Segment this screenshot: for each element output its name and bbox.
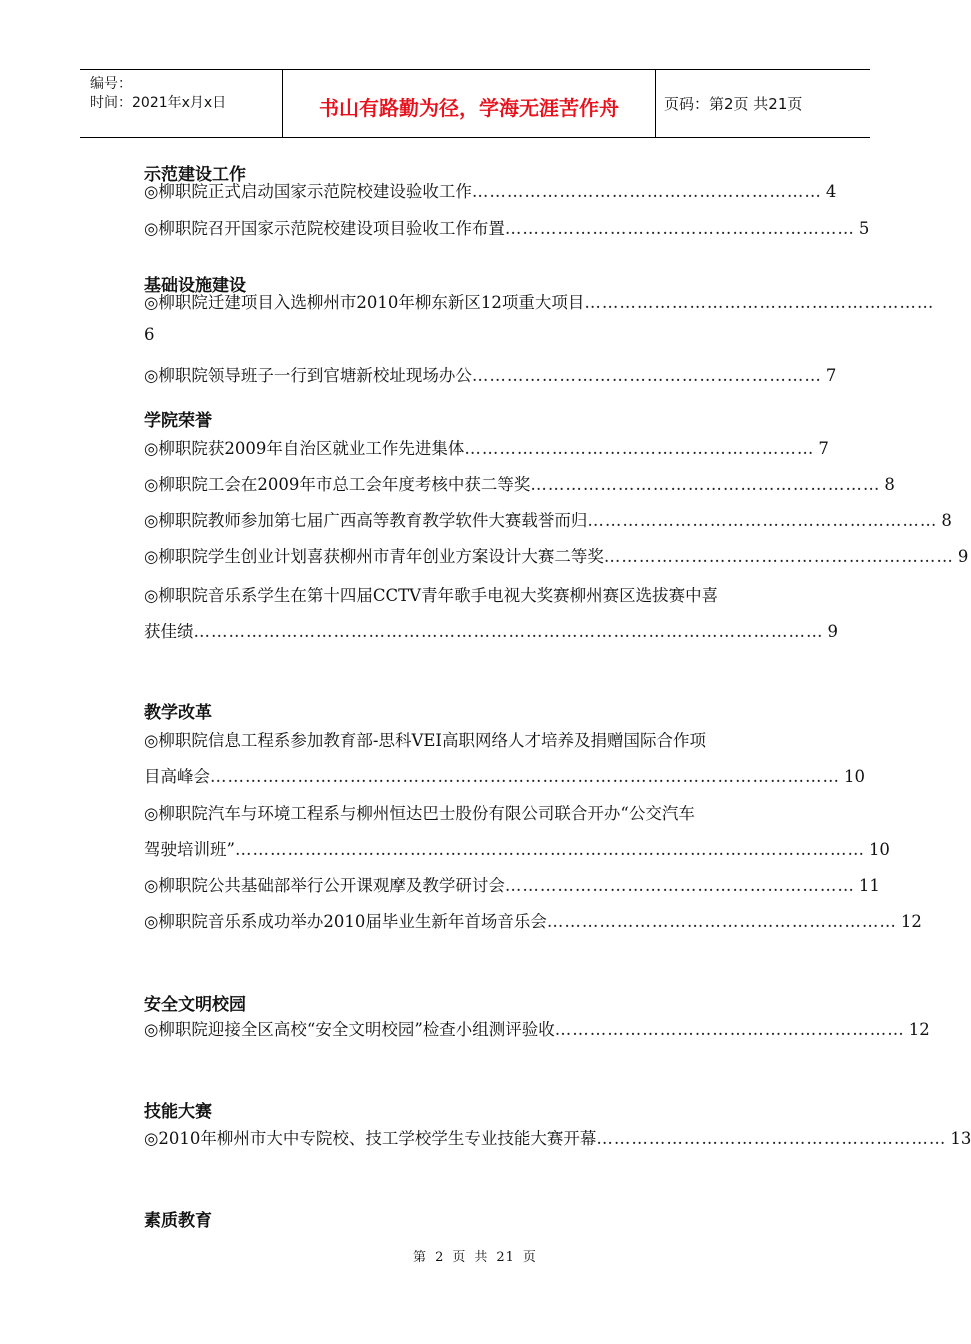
footer-total: 21 — [496, 1250, 515, 1265]
toc-entry-title: ◎柳职院工会在2009年市总工会年度考核中获二等奖 — [144, 475, 531, 494]
toc-entry-title: ◎柳职院获2009年自治区就业工作先进集体 — [144, 439, 465, 458]
dot-leader: …………………………………………………… — [554, 1020, 905, 1039]
toc-entry-title: ◎柳职院迎接全区高校“安全文明校园”检查小组测评验收 — [144, 1020, 555, 1039]
toc-entry[interactable] — [144, 362, 837, 398]
toc-entry[interactable] — [144, 507, 952, 543]
toc-entry-page: 7 — [825, 366, 837, 385]
footer-di: 第 — [413, 1250, 428, 1265]
dot-leader: ……………………………………………………………………………………………… — [193, 622, 824, 641]
header-page-cell — [656, 70, 870, 137]
section-heading: 教学改革 — [144, 703, 212, 723]
toc-entry[interactable] — [144, 215, 870, 251]
toc-entry-page: 9 — [827, 622, 838, 641]
toc-entry[interactable] — [144, 178, 837, 214]
toc-entry-title: ◎柳职院信息工程系参加教育部-思科VEI高职网络人才培养及捐赠国际合作项 — [144, 731, 706, 750]
toc-entry-page: 5 — [858, 219, 870, 238]
section-heading: 技能大赛 — [144, 1102, 212, 1122]
dot-leader: …………………………………………………… — [504, 219, 855, 238]
toc-entry-page: 11 — [858, 876, 880, 895]
toc-entry-title-cont: 目高峰会 — [144, 767, 210, 786]
motto: 书山有路勤为径，学海无涯苦作舟 — [319, 96, 619, 120]
dot-leader: …………………………………………………… — [603, 547, 954, 566]
toc-entry[interactable] — [144, 727, 865, 799]
toc-entry-page: 6 — [144, 325, 155, 344]
dot-leader: …………………………………………………… — [530, 475, 881, 494]
time-label: 时间：2021年x月x日 — [90, 95, 227, 111]
footer-ye: 页 — [452, 1250, 467, 1265]
toc-entry[interactable] — [144, 543, 969, 579]
toc-entry-title: ◎柳职院正式启动国家示范院校建设验收工作 — [144, 182, 472, 201]
toc-entry[interactable] — [144, 872, 880, 908]
section-heading: 示范建设工作 — [144, 165, 246, 185]
toc-entry-page: 12 — [908, 1020, 930, 1039]
toc-entry-title: ◎柳职院领导班子一行到官塘新校址现场办公 — [144, 366, 472, 385]
toc-entry-title: ◎柳职院教师参加第七届广西高等教育教学软件大赛载誉而归 — [144, 511, 588, 530]
page-footer — [0, 1246, 950, 1265]
section-heading: 学院荣誉 — [144, 411, 212, 431]
toc-entry-page: 10 — [844, 767, 865, 786]
dot-leader: …………………………………………………… — [464, 439, 815, 458]
dot-leader: …………………………………………………… — [596, 1129, 947, 1148]
page-header — [80, 69, 870, 138]
header-meta — [80, 70, 282, 137]
toc-entry-page: 13 — [950, 1129, 971, 1148]
toc-entry-page: 9 — [957, 547, 969, 566]
dot-leader: …………………………………………………… — [471, 182, 822, 201]
page-label: 页码：第2页 共21页 — [664, 95, 803, 113]
dot-leader: …………………………………………………… — [546, 912, 897, 931]
toc-entry-title: ◎柳职院汽车与环境工程系与柳州恒达巴士股份有限公司联合开办“公交汽车 — [144, 804, 695, 823]
toc-entry[interactable] — [144, 289, 935, 361]
footer-gong: 共 — [474, 1250, 489, 1265]
toc-entry-page: 8 — [941, 511, 952, 530]
toc-entry-title: ◎2010年柳州市大中专院校、技工学校学生专业技能大赛开幕 — [144, 1129, 597, 1148]
number-label: 编号： — [90, 76, 132, 92]
footer-ye: 页 — [522, 1250, 537, 1265]
toc-entry[interactable] — [144, 435, 829, 471]
toc-entry-title: ◎柳职院学生创业计划喜获柳州市青年创业方案设计大赛二等奖 — [144, 547, 604, 566]
toc-entry-title: ◎柳职院公共基础部举行公开课观摩及教学研讨会 — [144, 876, 505, 895]
toc-entry-title: ◎柳职院音乐系成功举办2010届毕业生新年首场音乐会 — [144, 912, 547, 931]
toc-entry[interactable] — [144, 471, 895, 507]
section-heading: 安全文明校园 — [144, 995, 246, 1015]
toc-entry-page: 12 — [900, 912, 922, 931]
footer-page-number: 2 — [435, 1250, 445, 1265]
toc-entry[interactable] — [144, 800, 890, 872]
header-motto-cell — [282, 70, 656, 137]
toc-entry-title-cont: 驾驶培训班” — [144, 840, 235, 859]
toc-entry[interactable] — [144, 908, 922, 944]
toc-entry-title: ◎柳职院迁建项目入选柳州市2010年柳东新区12项重大项目 — [144, 293, 585, 312]
toc-entry-title: ◎柳职院音乐系学生在第十四届CCTV青年歌手电视大奖赛柳州赛区选拔赛中喜 — [144, 586, 719, 605]
toc-entry[interactable] — [144, 1125, 971, 1161]
section-heading: 基础设施建设 — [144, 276, 246, 296]
section-heading: 素质教育 — [144, 1211, 212, 1231]
dot-leader: ……………………………………………………………………………………………… — [234, 840, 865, 859]
toc-entry-title: ◎柳职院召开国家示范院校建设项目验收工作布置 — [144, 219, 505, 238]
toc-entry-page: 7 — [818, 439, 829, 458]
dot-leader: ……………………………………………………………………………………………… — [210, 767, 840, 786]
toc-entry-page: 10 — [868, 840, 890, 859]
toc-entry-page: 8 — [884, 475, 895, 494]
toc-entry-title-cont: 获佳绩 — [144, 622, 194, 641]
dot-leader: …………………………………………………… — [471, 366, 822, 385]
dot-leader: …………………………………………………… — [584, 293, 935, 312]
toc-entry-page: 4 — [825, 182, 837, 201]
dot-leader: …………………………………………………… — [504, 876, 855, 895]
toc-entry[interactable] — [144, 582, 838, 654]
dot-leader: …………………………………………………… — [587, 511, 938, 530]
toc-entry[interactable] — [144, 1016, 930, 1052]
